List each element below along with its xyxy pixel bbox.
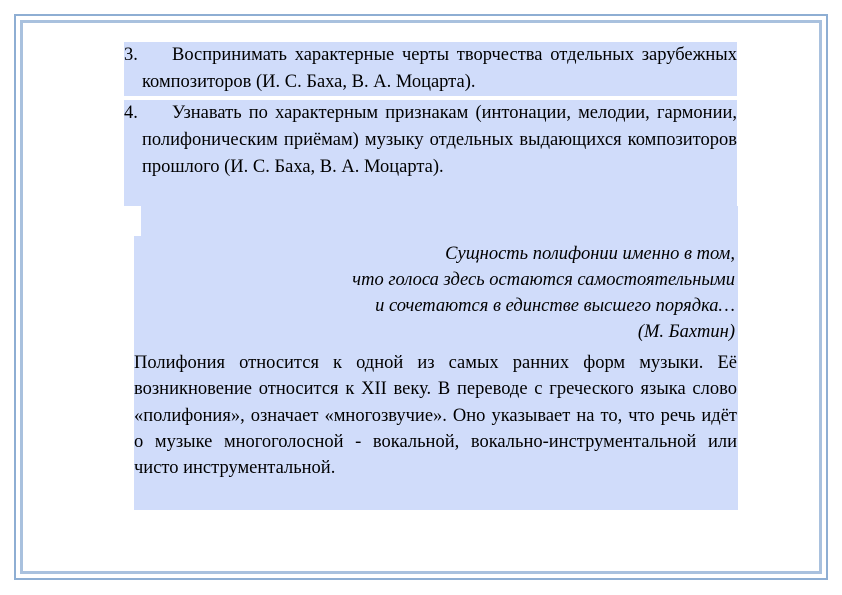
epigraph-author: (М. Бахтин) — [637, 322, 735, 342]
list-item[interactable] — [124, 100, 737, 208]
epigraph-line: и сочетаются в единстве высшего порядка… — [375, 296, 735, 316]
list-item-text: Воспринимать характерные черты творчества отдельных зарубежных композиторов (И. С. Баха, В. А. Моцарта). — [142, 45, 737, 92]
list-item-number: 4. — [124, 103, 138, 123]
epigraph-quote[interactable] — [134, 241, 735, 345]
list-item-number: 3. — [124, 45, 138, 65]
highlight-gap — [124, 206, 141, 236]
list-item-text: Узнавать по характерным признакам (интонации, мелодии, гармонии, полифоническим приёмам) музыку отдельных выдающихся композиторов прошлого (И. С. Баха, В. А. Моцарта). — [142, 103, 737, 177]
epigraph-line: что голоса здесь остаются самостоятельными — [352, 270, 735, 290]
epigraph-line: Сущность полифонии именно в том, — [445, 244, 735, 264]
list-item[interactable] — [124, 42, 737, 96]
body-paragraph[interactable]: Полифония относится к одной из самых ранних форм музыки. Её возникновение относится к XII веку. В переводе с греческого языка слово «полифония», означает «многозвучие». Оно указывает на то, что речь идёт о музыке многоголосной - вокальной, вокально-инструментальной или чисто инструментальной. — [134, 353, 737, 479]
